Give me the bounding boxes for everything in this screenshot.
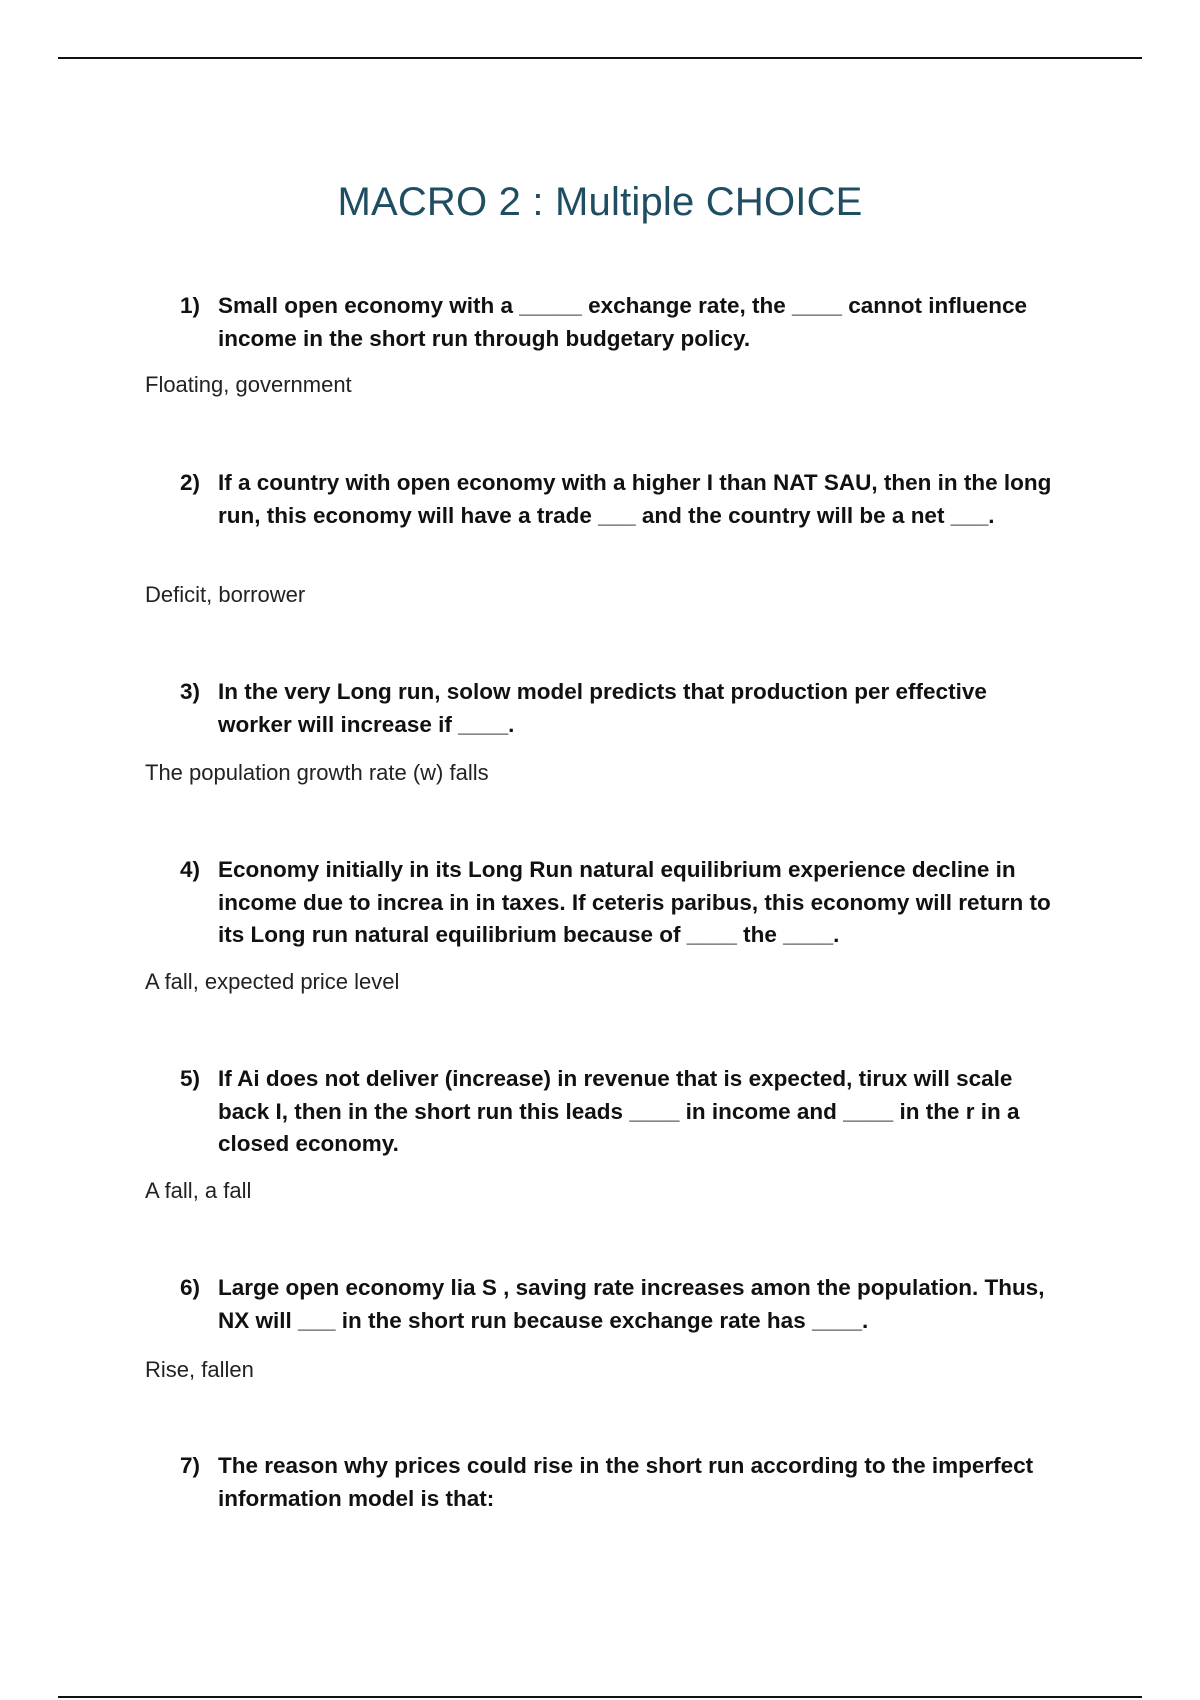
question-number: 4) [180, 857, 201, 882]
question-number: 1) [180, 293, 201, 318]
question-text: If Ai does not deliver (increase) in revenue that is expected, tirux will scale back I, then in the short run this leads ____ in income and ____ in the r in a closed economy. [218, 1066, 1020, 1156]
page-title: MACRO 2 : Multiple CHOICE [337, 180, 863, 224]
question-number: 2) [180, 470, 201, 495]
answer-1: Floating, government [145, 372, 352, 397]
question-6 [180, 1272, 1060, 1337]
question-text: The reason why prices could rise in the short run according to the imperfect information model is that: [218, 1453, 1034, 1511]
question-text: Economy initially in its Long Run natural equilibrium experience decline in income due to increa in in taxes. If ceteris paribus, this economy will return to its Long run natural equilibrium because of ____ the ____. [218, 857, 1051, 947]
question-text: In the very Long run, solow model predicts that production per effective worker will increase if ____. [218, 679, 987, 737]
top-rule [58, 57, 1142, 59]
question-text: Small open economy with a _____ exchange rate, the ____ cannot influence income in the short run through budgetary policy. [218, 293, 1028, 351]
question-number: 3) [180, 679, 201, 704]
question-text: Large open economy lia S , saving rate increases amon the population. Thus, NX will ___ in the short run because exchange rate has ____. [218, 1275, 1045, 1333]
bottom-rule [58, 1696, 1142, 1698]
question-2 [180, 467, 1060, 532]
answer-4: A fall, expected price level [145, 969, 400, 994]
question-3 [180, 676, 1060, 741]
question-text: If a country with open economy with a higher I than NAT SAU, then in the long run, this economy will have a trade ___ and the country will be a net ___. [218, 470, 1052, 528]
question-4 [180, 854, 1060, 952]
question-number: 5) [180, 1066, 201, 1091]
question-number: 6) [180, 1275, 201, 1300]
question-1 [180, 290, 1060, 355]
answer-6: Rise, fallen [145, 1357, 254, 1382]
answer-5: A fall, a fall [145, 1178, 252, 1203]
question-number: 7) [180, 1453, 201, 1478]
answer-2: Deficit, borrower [145, 582, 306, 607]
answer-3: The population growth rate (w) falls [145, 760, 489, 785]
question-5 [180, 1063, 1060, 1161]
question-7 [180, 1450, 1060, 1515]
